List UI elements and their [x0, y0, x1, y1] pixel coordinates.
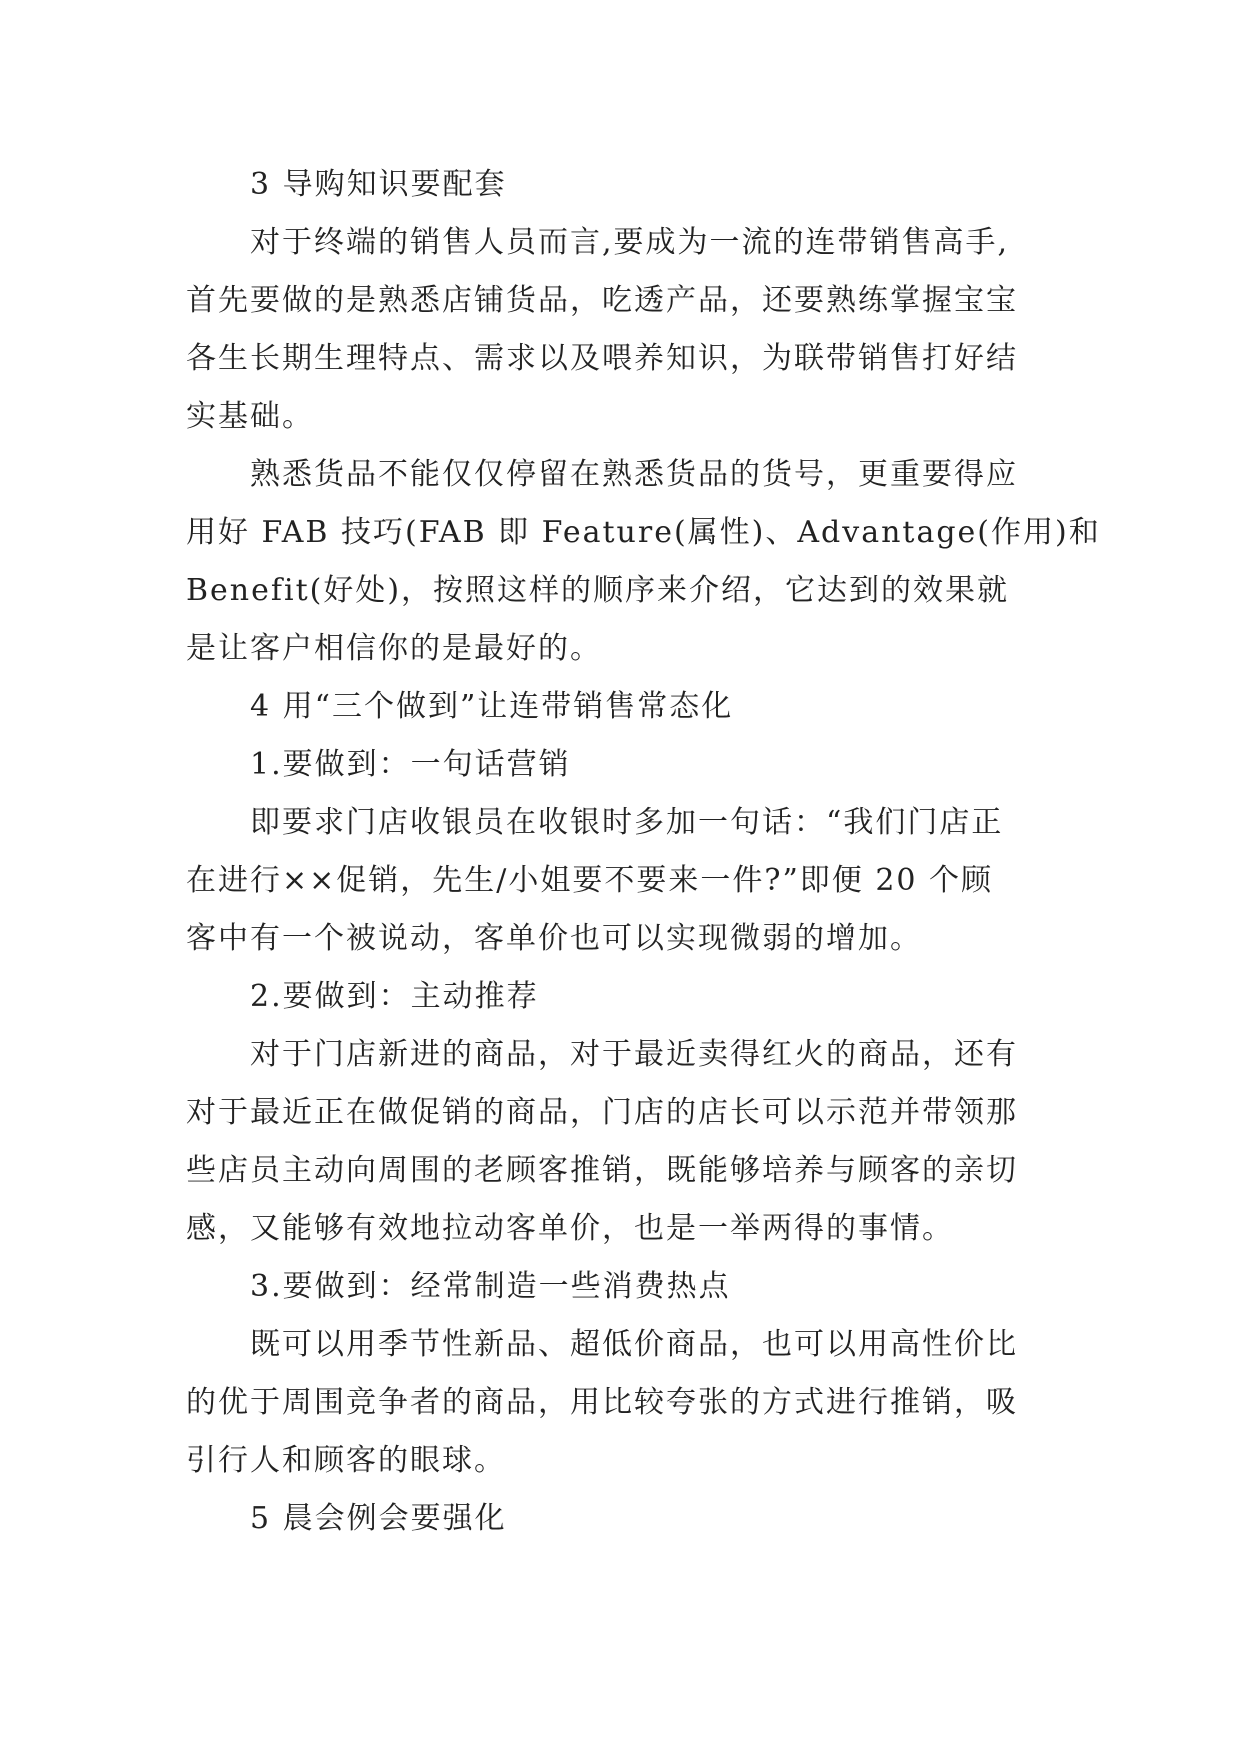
- body-paragraph: [186, 794, 1086, 968]
- text-line: 3 导购知识要配套: [250, 167, 507, 202]
- text-line: 5 晨会例会要强化: [250, 1501, 507, 1536]
- section-heading: [186, 678, 1086, 736]
- text-line: 对于门店新进的商品，对于最近卖得红火的商品，还有: [250, 1037, 1018, 1072]
- text-line: 实基础。: [186, 399, 314, 434]
- text-line: 引行人和顾客的眼球。: [186, 1443, 506, 1478]
- subsection-heading: [186, 1258, 1086, 1316]
- section-heading: [186, 156, 1086, 214]
- text-line: 在进行××促销，先生/小姐要不要来一件?”即便 20 个顾: [186, 863, 994, 898]
- document-body: [186, 156, 1101, 1548]
- text-line: 是让客户相信你的是最好的。: [186, 631, 602, 666]
- body-paragraph: [186, 1026, 1086, 1258]
- subsection-heading: [186, 968, 1086, 1026]
- text-line: 对于终端的销售人员而言,要成为一流的连带销售高手,: [250, 225, 1010, 260]
- body-paragraph: [186, 1316, 1086, 1490]
- text-line: 对于最近正在做促销的商品，门店的店长可以示范并带领那: [186, 1095, 1018, 1130]
- text-line: Benefit(好处)，按照这样的顺序来介绍，它达到的效果就: [186, 573, 1010, 608]
- text-line: 用好 FAB 技巧(FAB 即 Feature(属性)、Advantage(作用)和: [186, 515, 1101, 550]
- text-line: 既可以用季节性新品、超低价商品，也可以用高性价比: [250, 1327, 1018, 1362]
- text-line: 熟悉货品不能仅仅停留在熟悉货品的货号，更重要得应: [250, 457, 1018, 492]
- text-line: 些店员主动向周围的老顾客推销，既能够培养与顾客的亲切: [186, 1153, 1018, 1188]
- text-line: 即要求门店收银员在收银时多加一句话：“我们门店正: [250, 805, 1004, 840]
- section-heading: [186, 1490, 1086, 1548]
- text-line: 1.要做到：一句话营销: [250, 747, 571, 782]
- text-line: 的优于周围竞争者的商品，用比较夸张的方式进行推销，吸: [186, 1385, 1018, 1420]
- subsection-heading: [186, 736, 1086, 794]
- text-line: 感，又能够有效地拉动客单价，也是一举两得的事情。: [186, 1211, 954, 1246]
- text-line: 2.要做到：主动推荐: [250, 979, 539, 1014]
- text-line: 各生长期生理特点、需求以及喂养知识，为联带销售打好结: [186, 341, 1018, 376]
- text-line: 4 用“三个做到”让连带销售常态化: [250, 689, 734, 724]
- text-line: 首先要做的是熟悉店铺货品，吃透产品，还要熟练掌握宝宝: [186, 283, 1018, 318]
- text-line: 客中有一个被说动，客单价也可以实现微弱的增加。: [186, 921, 922, 956]
- body-paragraph: [186, 214, 1086, 446]
- body-paragraph: [186, 446, 1101, 678]
- text-line: 3.要做到：经常制造一些消费热点: [250, 1269, 731, 1304]
